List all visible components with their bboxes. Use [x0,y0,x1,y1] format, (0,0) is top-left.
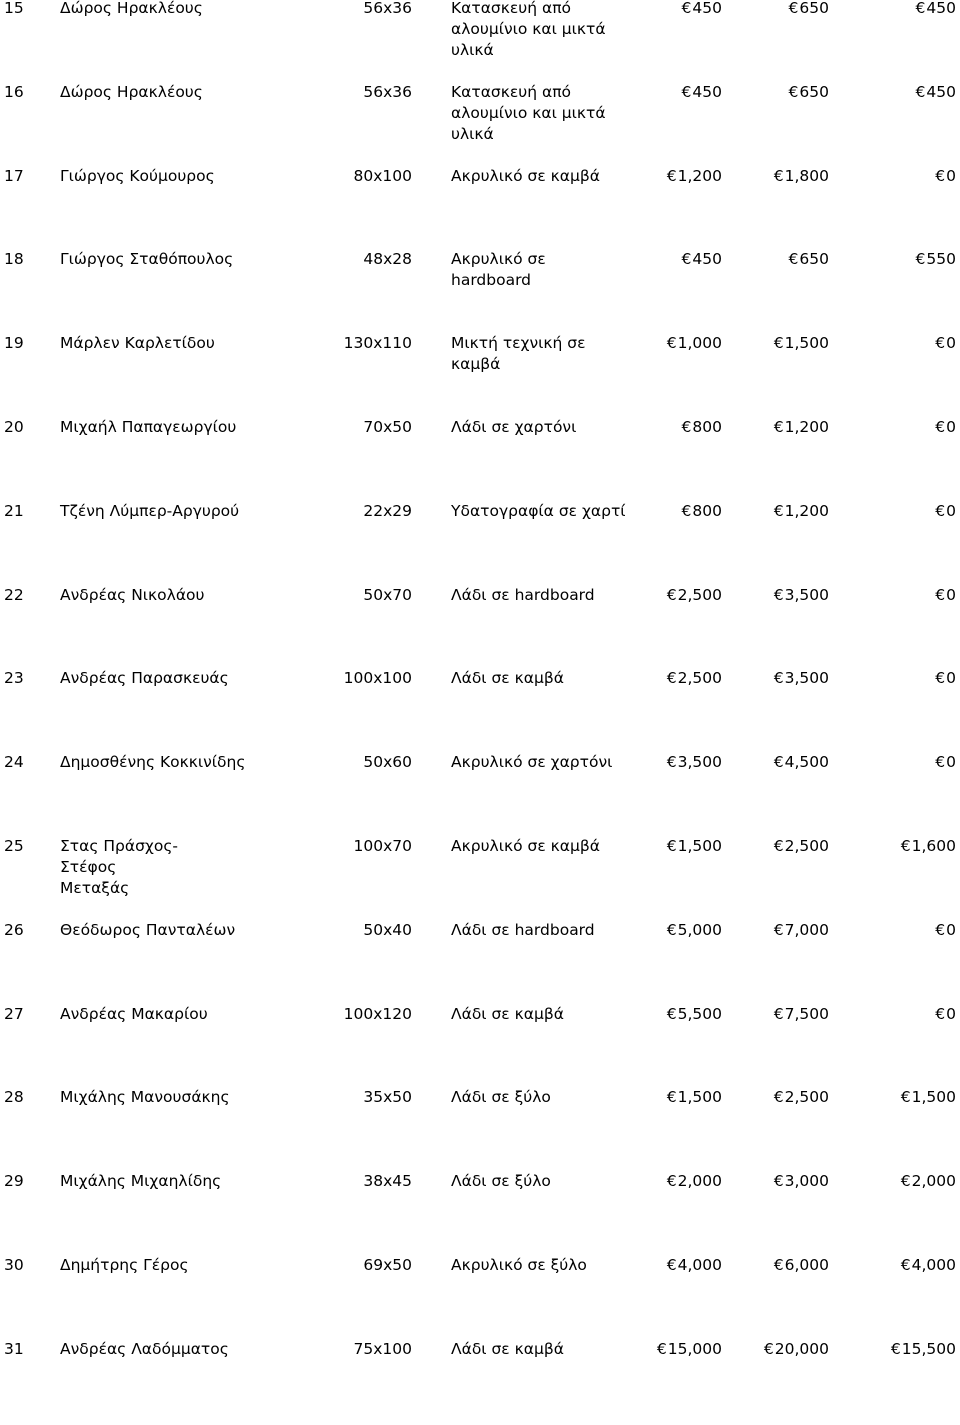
table-row [0,0,960,84]
reserve-price [935,417,956,438]
technique: Ακρυλικό σε χαρτόνι [451,753,613,772]
estimate-low [667,752,722,773]
euro-symbol: € [681,250,692,269]
technique: Λάδι σε hardboard [451,920,595,939]
table-row [0,1341,960,1425]
euro-symbol: € [935,1004,946,1023]
estimate-high-value: 1,500 [784,334,829,353]
artist-name: Δώρος Ηρακλέους [60,82,203,101]
estimate-low-value: 450 [692,0,722,17]
lot-number: 24 [4,753,24,772]
lot-number: 30 [4,1256,24,1274]
euro-symbol: € [773,585,784,604]
estimate-low [682,249,722,270]
estimate-low-value: 2,500 [677,585,722,604]
euro-symbol: € [681,82,692,101]
dimensions: 100x120 [343,1004,412,1023]
euro-symbol: € [788,250,799,269]
euro-symbol: € [788,0,799,17]
dimensions: 130x110 [343,334,412,353]
technique: Ακρυλικό σε ξύλο [451,1256,587,1274]
table-row [0,1089,960,1173]
estimate-high-value: 650 [799,250,829,269]
dimensions: 56x36 [363,82,412,101]
technique: Ακρυλικό σε hardboard [451,250,546,290]
technique: Λάδι σε καμβά [451,669,564,688]
reserve-price-value: 0 [946,669,956,688]
technique: Υδατογραφία σε χαρτί [451,501,626,520]
euro-symbol: € [773,1088,784,1107]
reserve-price-value: 0 [946,418,956,436]
reserve-price [935,920,956,941]
lot-number: 22 [4,585,24,604]
artist-name: Ανδρέας Μακαρίου [60,1004,208,1023]
technique: Λάδι σε ξύλο [451,1172,551,1191]
table-row [0,168,960,252]
reserve-price [901,836,956,857]
estimate-low-value: 15,000 [667,1339,722,1358]
estimate-high [774,1087,829,1108]
estimate-low [667,668,722,689]
estimate-high [774,1004,829,1025]
estimate-low-value: 1,500 [677,1088,722,1107]
reserve-price-value: 2,000 [911,1172,956,1191]
artist-name: Τζένη Λύμπερ-Αργυρού [60,501,240,520]
euro-symbol: € [773,166,784,185]
estimate-low-value: 1,200 [677,166,722,185]
estimate-high [774,668,829,689]
table-row [0,251,960,335]
reserve-price [935,333,956,354]
estimate-high [774,752,829,773]
lot-number: 31 [4,1339,24,1358]
lot-number: 25 [4,837,24,855]
dimensions: 48x28 [363,250,412,269]
table-row [0,1257,960,1341]
dimensions: 35x50 [363,1088,412,1107]
artist-name: Δώρος Ηρακλέους [60,0,203,17]
artist-name: Μάρλεν Καρλετίδου [60,334,215,353]
estimate-low-value: 450 [692,250,722,269]
artist-name: Στας Πράσχος- Στέφος Μεταξάς [60,837,179,897]
estimate-high-value: 2,500 [784,1088,829,1107]
euro-symbol: € [681,0,692,17]
lot-number: 29 [4,1172,24,1191]
artist-name: Θεόδωρος Πανταλέων [60,920,236,939]
technique: Κατασκευή από αλουμίνιο και μικτά υλικά [451,82,606,143]
dimensions: 56x36 [363,0,412,17]
artist-name: Γιώργος Σταθόπουλος [60,250,234,269]
estimate-low [667,1255,722,1276]
estimate-low [667,333,722,354]
lot-number: 26 [4,920,24,939]
euro-symbol: € [788,82,799,101]
reserve-price [935,166,956,187]
euro-symbol: € [666,1172,677,1191]
euro-symbol: € [666,585,677,604]
estimate-low-value: 2,000 [677,1172,722,1191]
euro-symbol: € [773,920,784,939]
table-row [0,1173,960,1257]
euro-symbol: € [915,0,926,17]
estimate-low-value: 1,500 [677,837,722,855]
artist-name: Δημοσθένης Κοκκινίδης [60,753,246,772]
reserve-price [916,0,956,19]
estimate-low-value: 450 [692,82,722,101]
estimate-low [657,1339,722,1360]
euro-symbol: € [935,334,946,353]
estimate-high-value: 3,500 [784,669,829,688]
estimate-low-value: 5,000 [677,920,722,939]
estimate-high [774,333,829,354]
technique: Λάδι σε hardboard [451,585,595,604]
estimate-low-value: 800 [692,501,722,520]
estimate-low [682,501,722,522]
table-row [0,335,960,419]
reserve-price [916,82,956,103]
estimate-high-value: 3,000 [784,1172,829,1191]
reserve-price-value: 15,500 [901,1339,956,1358]
estimate-low-value: 2,500 [677,669,722,688]
reserve-price-value: 450 [926,82,956,101]
euro-symbol: € [656,1339,667,1358]
technique: Λάδι σε ξύλο [451,1088,551,1107]
lot-number: 23 [4,669,24,688]
estimate-high [774,1171,829,1192]
dimensions: 100x100 [343,669,412,688]
table-row [0,838,960,922]
estimate-high [764,1339,829,1360]
euro-symbol: € [773,1004,784,1023]
reserve-price [901,1087,956,1108]
euro-symbol: € [900,1256,911,1274]
artist-name: Ανδρέας Νικολάου [60,585,205,604]
estimate-low [667,920,722,941]
euro-symbol: € [900,1088,911,1107]
euro-symbol: € [773,1172,784,1191]
euro-symbol: € [763,1339,774,1358]
estimate-high [774,1255,829,1276]
lot-number: 20 [4,418,24,436]
estimate-high-value: 1,200 [784,501,829,520]
reserve-price [935,501,956,522]
reserve-price-value: 450 [926,0,956,17]
estimate-low [682,82,722,103]
dimensions: 38x45 [363,1172,412,1191]
euro-symbol: € [666,1256,677,1274]
reserve-price-value: 0 [946,585,956,604]
estimate-high-value: 650 [799,82,829,101]
estimate-low [667,1087,722,1108]
artist-name: Μιχάλης Μανουσάκης [60,1088,230,1107]
euro-symbol: € [773,501,784,520]
reserve-price-value: 0 [946,1004,956,1023]
euro-symbol: € [900,837,911,855]
reserve-price-value: 0 [946,920,956,939]
euro-symbol: € [773,669,784,688]
lot-number: 18 [4,250,24,269]
euro-symbol: € [666,920,677,939]
estimate-high-value: 20,000 [774,1339,829,1358]
technique: Ακρυλικό σε καμβά [451,166,600,185]
reserve-price [935,752,956,773]
dimensions: 69x50 [363,1256,412,1274]
reserve-price-value: 1,600 [911,837,956,855]
estimate-low [667,585,722,606]
euro-symbol: € [935,166,946,185]
euro-symbol: € [915,82,926,101]
estimate-high [789,249,829,270]
table-row [0,587,960,671]
reserve-price [901,1255,956,1276]
euro-symbol: € [935,753,946,772]
dimensions: 75x100 [353,1339,412,1358]
estimate-low [667,836,722,857]
table-row [0,419,960,503]
table-row [0,754,960,838]
euro-symbol: € [666,334,677,353]
estimate-high [774,836,829,857]
euro-symbol: € [935,418,946,436]
reserve-price-value: 550 [926,250,956,269]
estimate-high-value: 1,200 [784,418,829,436]
reserve-price-value: 0 [946,753,956,772]
estimate-low-value: 1,000 [677,334,722,353]
artist-name: Μιχάλης Μιχαηλίδης [60,1172,222,1191]
artist-name: Δημήτρης Γέρος [60,1256,189,1274]
euro-symbol: € [773,753,784,772]
lot-number: 17 [4,166,24,185]
estimate-high [789,82,829,103]
euro-symbol: € [666,1004,677,1023]
dimensions: 100x70 [353,837,412,855]
artist-name: Ανδρέας Παρασκευάς [60,669,229,688]
estimate-low-value: 800 [692,418,722,436]
estimate-low-value: 5,500 [677,1004,722,1023]
estimate-low [682,0,722,19]
table-row [0,670,960,754]
reserve-price-value: 0 [946,334,956,353]
euro-symbol: € [681,501,692,520]
estimate-high-value: 2,500 [784,837,829,855]
reserve-price [935,668,956,689]
euro-symbol: € [935,585,946,604]
estimate-high [774,501,829,522]
reserve-price [935,585,956,606]
euro-symbol: € [900,1172,911,1191]
reserve-price [891,1339,956,1360]
estimate-high-value: 7,500 [784,1004,829,1023]
estimate-low-value: 4,000 [677,1256,722,1274]
euro-symbol: € [681,418,692,436]
dimensions: 70x50 [363,418,412,436]
artist-name: Μιχαήλ Παπαγεωργίου [60,418,237,436]
lot-number: 27 [4,1004,24,1023]
reserve-price-value: 4,000 [911,1256,956,1274]
estimate-low [667,1171,722,1192]
euro-symbol: € [935,669,946,688]
euro-symbol: € [666,1088,677,1107]
artist-name: Ανδρέας Λαδόμματος [60,1339,229,1358]
euro-symbol: € [915,250,926,269]
lot-number: 15 [4,0,24,17]
lot-number: 19 [4,334,24,353]
estimate-high-value: 4,500 [784,753,829,772]
estimate-high-value: 7,000 [784,920,829,939]
technique: Ακρυλικό σε καμβά [451,837,600,855]
technique: Κατασκευή από αλουμίνιο και μικτά υλικά [451,0,606,59]
euro-symbol: € [666,166,677,185]
euro-symbol: € [773,418,784,436]
euro-symbol: € [666,753,677,772]
reserve-price [935,1004,956,1025]
lot-number: 16 [4,82,24,101]
euro-symbol: € [935,501,946,520]
technique: Λάδι σε καμβά [451,1339,564,1358]
reserve-price [916,249,956,270]
estimate-high [774,920,829,941]
dimensions: 22x29 [363,501,412,520]
euro-symbol: € [773,334,784,353]
estimate-high [774,417,829,438]
estimate-high [789,0,829,19]
estimate-high-value: 650 [799,0,829,17]
artist-name: Γιώργος Κούμουρος [60,166,215,185]
dimensions: 50x60 [363,753,412,772]
table-row [0,503,960,587]
estimate-low [682,417,722,438]
table-row [0,84,960,168]
technique: Λάδι σε χαρτόνι [451,418,577,436]
euro-symbol: € [890,1339,901,1358]
technique: Λάδι σε καμβά [451,1004,564,1023]
euro-symbol: € [935,920,946,939]
lot-number: 28 [4,1088,24,1107]
euro-symbol: € [666,669,677,688]
reserve-price-value: 0 [946,501,956,520]
estimate-low [667,1004,722,1025]
estimate-high-value: 3,500 [784,585,829,604]
table-row [0,922,960,1006]
estimate-high [774,585,829,606]
dimensions: 80x100 [353,166,412,185]
reserve-price-value: 0 [946,166,956,185]
euro-symbol: € [666,837,677,855]
table-row [0,1006,960,1090]
estimate-low [667,166,722,187]
estimate-high-value: 6,000 [784,1256,829,1274]
estimate-high [774,166,829,187]
euro-symbol: € [773,837,784,855]
lot-number: 21 [4,501,24,520]
dimensions: 50x70 [363,585,412,604]
estimate-high-value: 1,800 [784,166,829,185]
estimate-low-value: 3,500 [677,753,722,772]
dimensions: 50x40 [363,920,412,939]
technique: Μικτή τεχνική σε καμβά [451,334,586,374]
euro-symbol: € [773,1256,784,1274]
reserve-price-value: 1,500 [911,1088,956,1107]
reserve-price [901,1171,956,1192]
